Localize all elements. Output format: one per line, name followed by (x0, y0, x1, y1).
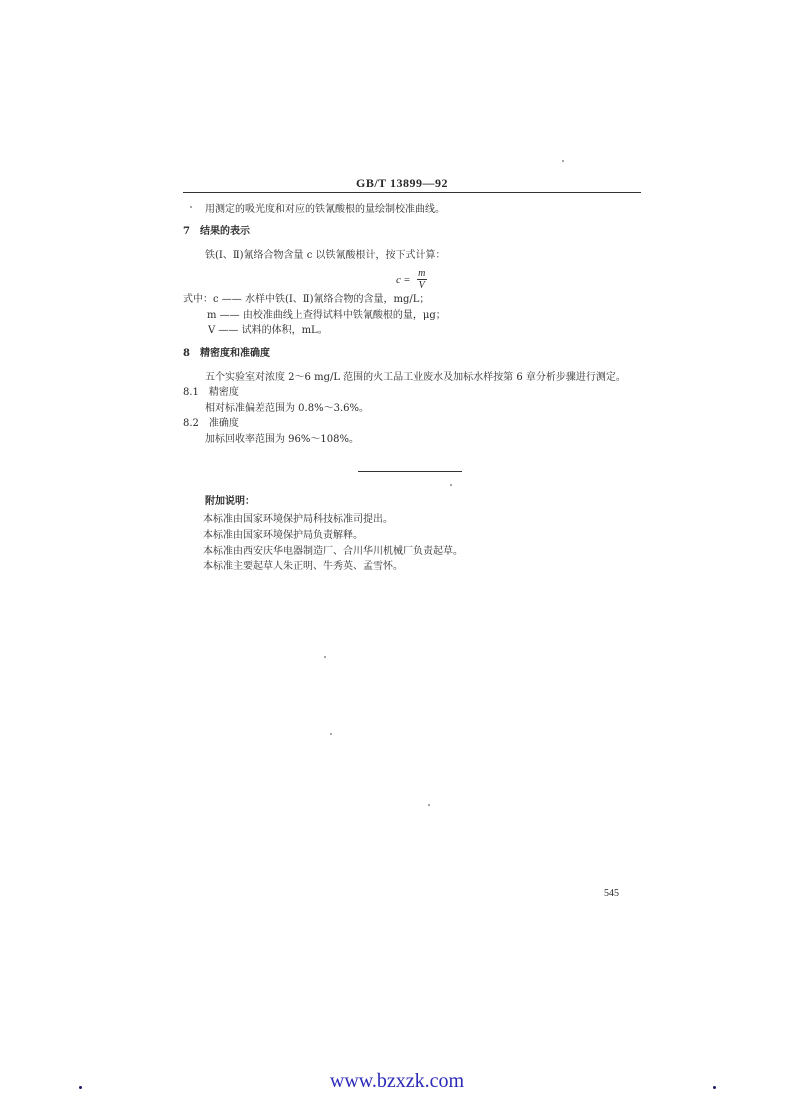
notes-title: 附加说明： (205, 496, 255, 507)
formula-numerator: m (418, 268, 426, 279)
section-8-1-title: 8.1 精密度 (183, 387, 239, 398)
footer-dot-right (713, 1086, 716, 1089)
scan-speck (324, 656, 326, 658)
section-8-title: 8 精密度和准确度 (183, 348, 270, 359)
where-v-line: V —— 试料的体积，mL。 (208, 325, 328, 336)
section-8-1-text: 相对标准偏差范围为 0.8%～3.6%。 (205, 403, 369, 414)
intro-line: 用测定的吸光度和对应的铁氰酸根的量绘制校准曲线。 (205, 204, 445, 215)
formula-equals: = (403, 273, 411, 286)
formula-lhs: c (396, 273, 401, 286)
formula (396, 268, 427, 291)
scan-speck (428, 804, 430, 806)
section-8-2-text: 加标回收率范围为 96%～108%。 (205, 434, 359, 445)
section-7-text: 铁(Ⅰ、Ⅱ)氰络合物含量 c 以铁氰酸根计，按下式计算： (205, 250, 446, 261)
where-c-line: 式中：c —— 水样中铁(Ⅰ、Ⅱ)氰络合物的含量，mg/L； (183, 294, 430, 305)
scan-speck (562, 160, 564, 162)
section-7-title: 7 结果的表示 (183, 226, 250, 237)
formula-denominator: V (418, 280, 425, 291)
notes-item: 本标准由国家环境保护局负责解释。 (203, 530, 363, 541)
page-number: 545 (604, 888, 619, 899)
section-8-text: 五个实验室对浓度 2～6 mg/L 范围的火工品工业废水及加标水样按第 6 章分析步骤进行测定。 (205, 372, 626, 383)
formula-fraction (416, 268, 427, 291)
notes-item: 本标准由国家环境保护局科技标准司提出。 (203, 514, 393, 525)
section-8-2-title: 8.2 准确度 (183, 418, 239, 429)
scan-speck (330, 733, 332, 735)
scan-speck (190, 206, 192, 208)
section-separator-rule (358, 471, 462, 472)
notes-item: 本标准由西安庆华电器制造厂、合川华川机械厂负责起草。 (203, 546, 463, 557)
header-rule (183, 192, 641, 193)
standard-code-header: GB/T 13899—92 (356, 176, 448, 190)
where-m-line: m —— 由校准曲线上查得试料中铁氰酸根的量，μg； (207, 310, 446, 321)
footer-website-link[interactable]: www.bzxzk.com (329, 1070, 465, 1092)
notes-item: 本标准主要起草人朱正明、牛秀英、孟雪怀。 (203, 561, 403, 572)
scan-speck (450, 484, 452, 486)
